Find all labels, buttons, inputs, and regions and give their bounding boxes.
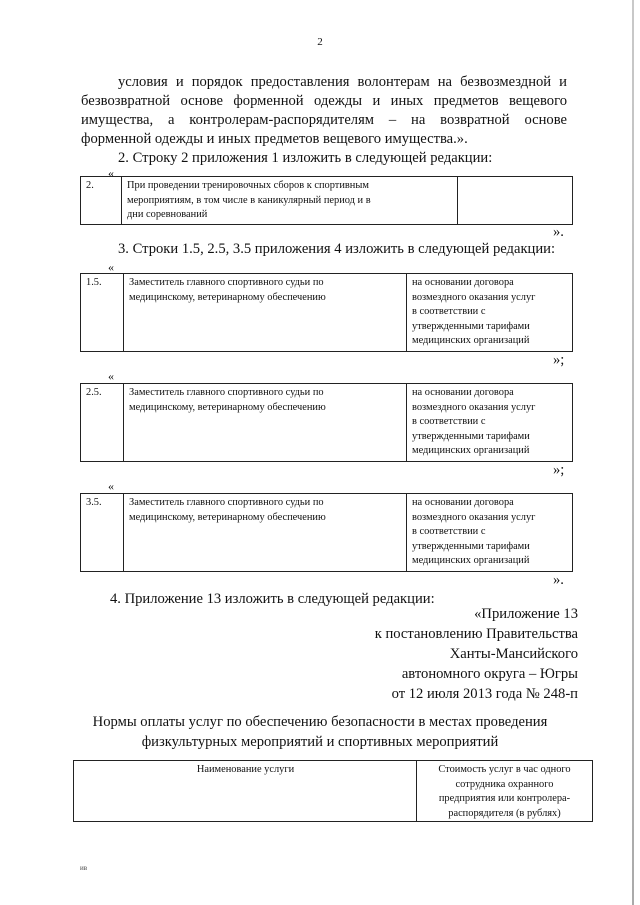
row-name: При проведении тренировочных сборов к спортивным мероприятиям, в том числе в каникулярный период и в дни соревнований: [122, 177, 458, 225]
intro-line: форменной одежды и иных предметов вещевого имущества.».: [81, 131, 468, 147]
close-quote: »;: [553, 462, 565, 478]
open-quote: «: [108, 260, 114, 274]
row-name: Заместитель главного спортивного судьи по медицинскому, ветеринарному обеспечению: [124, 274, 407, 352]
item-3-text: 3. Строки 1.5, 2.5, 3.5 приложения 4 изложить в следующей редакции:: [118, 241, 556, 257]
row-basis: на основании договора возмездного оказания услуг в соответствии с утвержденными тарифами медицинских организаций: [407, 274, 573, 352]
page-number: 2: [317, 36, 323, 48]
open-quote: «: [108, 166, 114, 180]
table-row-3-5: [80, 493, 573, 572]
close-quote: ».: [553, 224, 564, 240]
open-quote: «: [108, 369, 114, 383]
norms-title-line: физкультурных мероприятий и спортивных мероприятий: [141, 734, 499, 750]
intro-line: имущества, а контролерам-распорядителям – на возвратной основе: [81, 112, 567, 128]
row-basis: на основании договора возмездного оказания услуг в соответствии с утвержденными тарифами медицинских организаций: [407, 494, 573, 572]
appendix-line: Ханты-Мансийского: [449, 646, 578, 662]
table-row-2-5: [80, 383, 573, 462]
appendix-line: к постановлению Правительства: [374, 626, 578, 642]
close-quote: ».: [553, 572, 564, 588]
scan-edge: [632, 0, 634, 905]
row-number: 2.5.: [81, 384, 124, 462]
intro-line: безвозвратной основе форменной одежды и иных предметов вещевого: [81, 93, 567, 109]
open-quote: «: [108, 479, 114, 493]
row-name: Заместитель главного спортивного судьи по медицинскому, ветеринарному обеспечению: [124, 494, 407, 572]
appendix-line: от 12 июля 2013 года № 248-п: [391, 686, 578, 702]
item-2-text: 2. Строку 2 приложения 1 изложить в следующей редакции:: [118, 150, 493, 166]
row-number: 1.5.: [81, 274, 124, 352]
table-row-1-5: [80, 273, 573, 352]
row-basis: на основании договора возмездного оказания услуг в соответствии с утвержденными тарифами медицинских организаций: [407, 384, 573, 462]
row-basis: [458, 177, 573, 225]
row-number: 3.5.: [81, 494, 124, 572]
norms-header-cost: Стоимость услуг в час одного сотрудника охранного предприятия или контролера- распорядителя (в рублях): [417, 761, 593, 822]
norms-header-service: Наименование услуги: [74, 761, 417, 822]
norms-title-line: Нормы оплаты услуг по обеспечению безопасности в местах проведения: [92, 714, 548, 730]
table-row-2: [80, 176, 573, 225]
close-quote: »;: [553, 352, 565, 368]
row-number: 2.: [81, 177, 122, 225]
intro-line: условия и порядок предоставления волонтерам на безвозмездной и: [118, 74, 567, 90]
row-name: Заместитель главного спортивного судьи по медицинскому, ветеринарному обеспечению: [124, 384, 407, 462]
item-4-text: 4. Приложение 13 изложить в следующей редакции:: [110, 591, 435, 607]
footer-mark: ив: [80, 864, 88, 872]
norms-table: [73, 760, 593, 822]
appendix-line: автономного округа – Югры: [401, 666, 578, 682]
appendix-line: «Приложение 13: [474, 606, 578, 622]
